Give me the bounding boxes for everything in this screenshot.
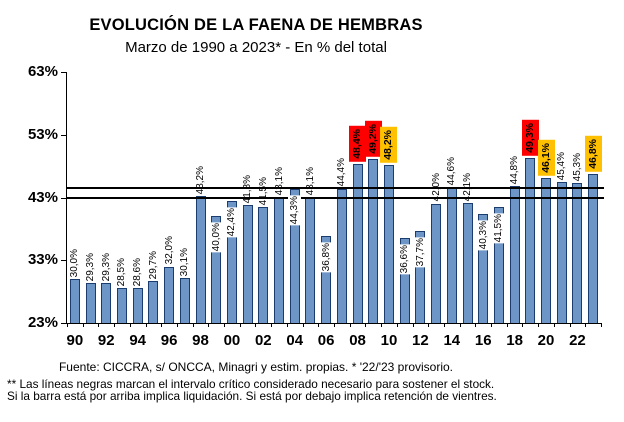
bar-value-label-1995: 29,7% xyxy=(147,250,159,279)
chart-title: EVOLUCIÓN DE LA FAENA DE HEMBRAS xyxy=(89,16,423,34)
x-axis-tick xyxy=(114,323,115,327)
bar-value-label-2018: 44,8% xyxy=(509,155,521,185)
bar-2020 xyxy=(541,178,551,323)
x-axis-label-98: 98 xyxy=(192,332,209,349)
bar-2019 xyxy=(525,158,535,323)
bar-value-label-2007: 44,4% xyxy=(336,158,348,187)
bar-1998 xyxy=(196,196,206,323)
bar-1996 xyxy=(164,267,174,323)
x-axis-tick xyxy=(381,323,382,327)
bar-1991 xyxy=(86,283,96,323)
x-axis-tick xyxy=(303,323,304,327)
x-axis-tick xyxy=(146,323,147,327)
bar-value-label-1994: 28,6% xyxy=(132,257,144,286)
bar-value-label-1998: 43,2% xyxy=(195,165,206,195)
bar-value-label-2005: 43,1% xyxy=(304,166,316,195)
bar-value-label-2017: 41,5% xyxy=(493,213,505,243)
x-axis-label-16: 16 xyxy=(474,332,492,349)
bar-value-label-2020: 46,1% xyxy=(538,140,555,176)
x-axis-tick xyxy=(193,323,194,327)
bar-2005 xyxy=(305,197,315,323)
y-axis-label: 53% xyxy=(27,125,58,143)
x-axis-tick xyxy=(601,323,602,327)
bar-value-label-1996: 32,0% xyxy=(163,236,175,265)
x-axis-tick xyxy=(350,323,351,327)
x-axis-tick xyxy=(570,323,571,327)
y-axis-label: 23% xyxy=(27,314,58,331)
bar-value-label-2009: 49,2% xyxy=(365,121,382,157)
bar-value-label-2014: 44,6% xyxy=(446,157,458,186)
x-axis-tick xyxy=(98,323,99,327)
x-axis-tick xyxy=(585,323,586,327)
reference-footnote xyxy=(7,379,619,403)
x-axis-tick xyxy=(67,323,68,327)
x-axis-tick xyxy=(208,323,209,327)
x-axis-tick xyxy=(83,323,84,327)
x-axis-tick xyxy=(475,323,476,327)
bar-value-label-2001: 41,8% xyxy=(242,174,254,204)
bar-value-label-2013: 42,0% xyxy=(430,173,442,202)
bar-2018 xyxy=(510,186,520,323)
bar-1994 xyxy=(133,288,143,323)
bar-2002 xyxy=(258,207,268,323)
bar-2001 xyxy=(243,205,253,323)
x-axis-label-96: 96 xyxy=(160,332,178,349)
x-axis-tick xyxy=(554,323,555,327)
x-axis-tick xyxy=(413,323,414,327)
x-axis-label-22: 22 xyxy=(569,332,586,349)
y-axis-label: 33% xyxy=(27,251,58,269)
chart-subtitle: Marzo de 1990 a 2023* - En % del total xyxy=(125,39,387,56)
bar-2013 xyxy=(431,204,441,323)
bar-1997 xyxy=(180,278,190,323)
x-axis-tick xyxy=(428,323,429,327)
x-axis-tick xyxy=(397,323,398,327)
y-axis-tick xyxy=(61,72,67,73)
bar-value-label-1991: 29,3% xyxy=(85,253,97,282)
footnote-line2: Si la barra está por arriba implica liquidación. Si está por debajo implica retención de vientres. xyxy=(7,388,497,403)
x-axis-tick xyxy=(271,323,272,327)
bar-value-label-2019: 49,3% xyxy=(522,120,539,156)
x-axis-label-20: 20 xyxy=(537,332,555,349)
source-note: Fuente: CICCRA, s/ ONCCA, Minagri y estim. propias. * '22/'23 provisorio. xyxy=(58,360,454,374)
bar-value-label-1993: 28,5% xyxy=(116,258,128,287)
bar-value-label-2022: 45,3% xyxy=(571,152,583,182)
x-axis-label-92: 92 xyxy=(97,332,115,349)
bar-value-label-1990: 30,0% xyxy=(69,248,81,278)
x-axis-label-00: 00 xyxy=(223,332,241,349)
x-axis-tick xyxy=(365,323,366,327)
x-axis-tick xyxy=(444,323,445,327)
bar-value-label-2012: 37,7% xyxy=(414,237,426,267)
bar-value-label-2003: 43,1% xyxy=(273,166,285,195)
x-axis-tick xyxy=(224,323,225,327)
y-axis-tick xyxy=(61,135,67,136)
bar-value-label-2008: 48,4% xyxy=(349,126,366,162)
x-axis-label-06: 06 xyxy=(317,332,335,349)
x-axis-label-18: 18 xyxy=(506,332,523,349)
x-axis-label-02: 02 xyxy=(254,332,272,349)
x-axis-tick xyxy=(255,323,256,327)
bar-2003 xyxy=(274,197,284,323)
bar-value-label-2021: 45,4% xyxy=(556,152,568,181)
bar-value-label-2002: 41,5% xyxy=(257,176,269,205)
bar-value-label-1992: 29,3% xyxy=(100,253,112,282)
x-axis-label-10: 10 xyxy=(380,332,398,349)
bar-1993 xyxy=(117,288,127,323)
x-axis-tick xyxy=(161,323,162,327)
bar-value-label-1999: 40,0% xyxy=(210,223,222,252)
x-axis-tick xyxy=(130,323,131,327)
x-axis-label-14: 14 xyxy=(443,332,461,349)
bar-value-label-2016: 40,3% xyxy=(477,221,489,250)
x-axis-tick xyxy=(240,323,241,327)
bar-value-label-2015: 42,1% xyxy=(462,172,473,202)
x-axis-label-04: 04 xyxy=(286,332,304,349)
y-axis-label: 63% xyxy=(27,63,58,80)
reference-line-upper xyxy=(66,187,604,189)
y-axis-tick xyxy=(61,260,67,261)
footnote-line1: ** Las líneas negras marcan el intervalo crítico considerado necesario para sostener el stock. xyxy=(7,377,495,391)
bar-value-label-2011: 36,6% xyxy=(399,244,411,274)
x-axis-tick xyxy=(287,323,288,327)
x-axis-tick xyxy=(522,323,523,327)
x-axis-tick xyxy=(538,323,539,327)
bar-1992 xyxy=(101,283,111,323)
plot-area xyxy=(27,63,601,349)
x-axis-tick xyxy=(491,323,492,327)
x-axis-tick xyxy=(177,323,178,327)
x-axis-tick xyxy=(460,323,461,327)
x-axis-tick xyxy=(334,323,335,327)
bar-value-label-2006: 36,8% xyxy=(320,243,332,272)
x-axis-label-94: 94 xyxy=(129,332,147,349)
bar-value-label-1997: 30,1% xyxy=(179,248,191,277)
bar-value-label-2023: 46,8% xyxy=(585,136,602,172)
bar-value-label-2004: 44,3% xyxy=(289,196,301,225)
bar-2007 xyxy=(337,189,347,323)
bar-2021 xyxy=(557,182,567,323)
bar-value-label-2010: 48,2% xyxy=(380,127,397,163)
x-axis-label-08: 08 xyxy=(349,332,366,349)
bar-2014 xyxy=(447,187,457,323)
bar-2022 xyxy=(572,183,582,323)
bar-2009 xyxy=(368,159,378,323)
x-axis-label-90: 90 xyxy=(66,332,84,349)
bar-1995 xyxy=(148,281,158,323)
x-axis-tick xyxy=(318,323,319,327)
bar-value-label-2000: 42,4% xyxy=(226,208,238,237)
x-axis-label-12: 12 xyxy=(412,332,429,349)
bar-1990 xyxy=(70,279,80,323)
x-axis-tick xyxy=(507,323,508,327)
reference-line-lower xyxy=(66,197,604,199)
y-axis-label: 43% xyxy=(27,188,58,206)
bar-2015 xyxy=(463,203,473,323)
